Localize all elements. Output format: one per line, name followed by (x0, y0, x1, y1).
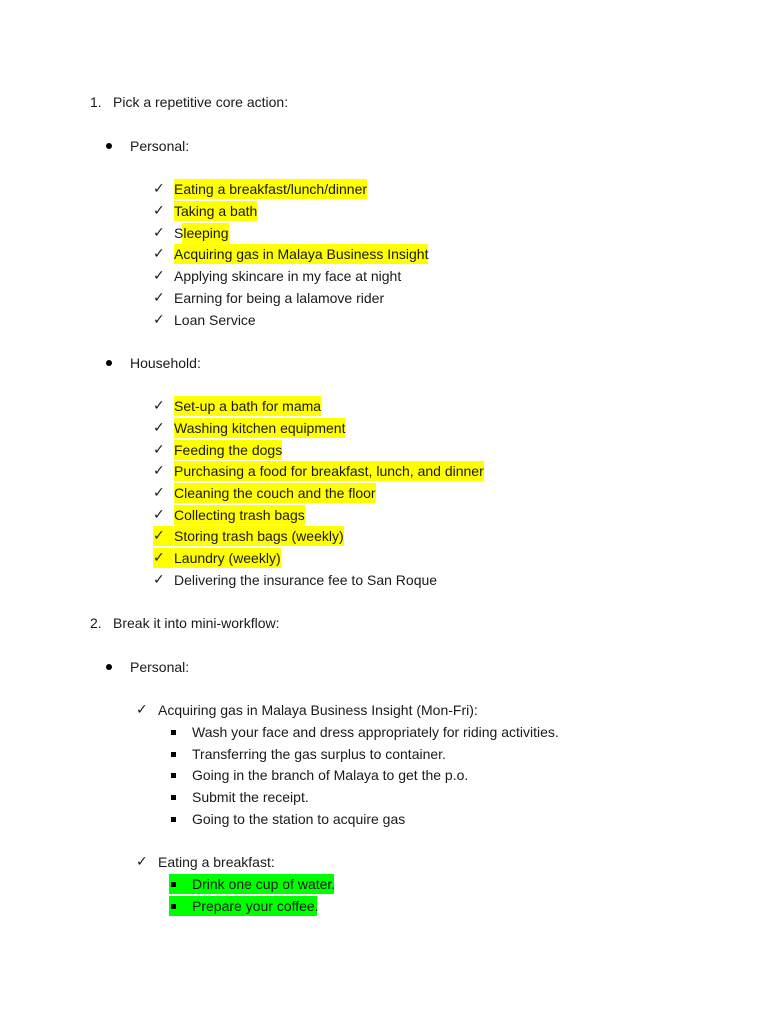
workflow-step (169, 896, 317, 916)
square-bullet-icon (171, 904, 176, 909)
list-item-text: Eating a breakfast/lunch/dinner (174, 181, 368, 197)
list-item-text: Earning for being a lalamove rider (174, 290, 385, 306)
list-item-text: Cleaning the couch and the floor (174, 485, 376, 501)
check-icon: ✓ (153, 507, 165, 523)
list-item-text: Acquiring gas in Malaya Business Insight (174, 246, 429, 262)
list-item-text: Storing trash bags (weekly) (174, 528, 344, 544)
workflow-step-text: Submit the receipt. (192, 789, 309, 805)
check-icon: ✓ (153, 246, 165, 262)
category-label: Personal: (130, 659, 190, 675)
list-item-text: Delivering the insurance fee to San Roque (174, 572, 438, 588)
check-icon: ✓ (153, 290, 165, 306)
category-label: Household: (130, 355, 201, 371)
workflow-step-text: Wash your face and dress appropriately for riding activities. (192, 724, 559, 740)
bullet-icon (106, 143, 112, 149)
workflow-step-text: Transferring the gas surplus to container. (192, 746, 446, 762)
check-icon: ✓ (153, 398, 165, 414)
list-item-text: Laundry (weekly) (174, 550, 281, 566)
square-bullet-icon (171, 882, 176, 887)
workflow-step (169, 874, 334, 894)
check-icon: ✓ (153, 485, 165, 501)
square-bullet-icon (171, 773, 176, 778)
workflow-step-text: Going to the station to acquire gas (192, 811, 406, 827)
check-icon: ✓ (153, 572, 165, 588)
check-icon: ✓ (136, 854, 148, 870)
category-label: Personal: (130, 138, 190, 154)
bullet-icon (106, 664, 112, 670)
check-icon: ✓ (136, 702, 148, 718)
list-item-text: Feeding the dogs (174, 442, 283, 458)
square-bullet-icon (171, 752, 176, 757)
check-icon: ✓ (153, 312, 165, 328)
section-number: 1. (90, 94, 102, 110)
list-item-text: Collecting trash bags (174, 507, 305, 523)
square-bullet-icon (171, 817, 176, 822)
check-icon: ✓ (153, 225, 165, 241)
list-item-text: Sleeping (174, 225, 229, 241)
list-item-text: Applying skincare in my face at night (174, 268, 402, 284)
square-bullet-icon (171, 730, 176, 735)
check-icon: ✓ (153, 463, 165, 479)
list-item-text: Purchasing a food for breakfast, lunch, and dinner (174, 463, 484, 479)
list-item-text: Loan Service (174, 312, 256, 328)
workflow-step-text: Going in the branch of Malaya to get the p.o. (192, 767, 469, 783)
list-item-text: Set-up a bath for mama (174, 398, 322, 414)
workflow-title-text: Acquiring gas in Malaya Business Insight (Mon-Fri): (158, 702, 478, 718)
workflow-step-text: Drink one cup of water. (192, 876, 336, 892)
section-title: Break it into mini-workflow: (113, 615, 280, 631)
square-bullet-icon (171, 795, 176, 800)
section-title: Pick a repetitive core action: (113, 94, 289, 110)
section-number: 2. (90, 615, 102, 631)
list-item-text: Washing kitchen equipment (174, 420, 346, 436)
bullet-icon (106, 360, 112, 366)
check-icon: ✓ (153, 268, 165, 284)
workflow-step-text: Prepare your coffee. (192, 898, 319, 914)
check-icon: ✓ (153, 442, 165, 458)
list-item-text: Taking a bath (174, 203, 258, 219)
check-icon: ✓ (153, 181, 165, 197)
check-icon: ✓ (153, 548, 173, 568)
workflow-title-text: Eating a breakfast: (158, 854, 275, 870)
check-icon: ✓ (153, 203, 165, 219)
check-icon: ✓ (153, 420, 165, 436)
check-icon: ✓ (153, 526, 173, 546)
